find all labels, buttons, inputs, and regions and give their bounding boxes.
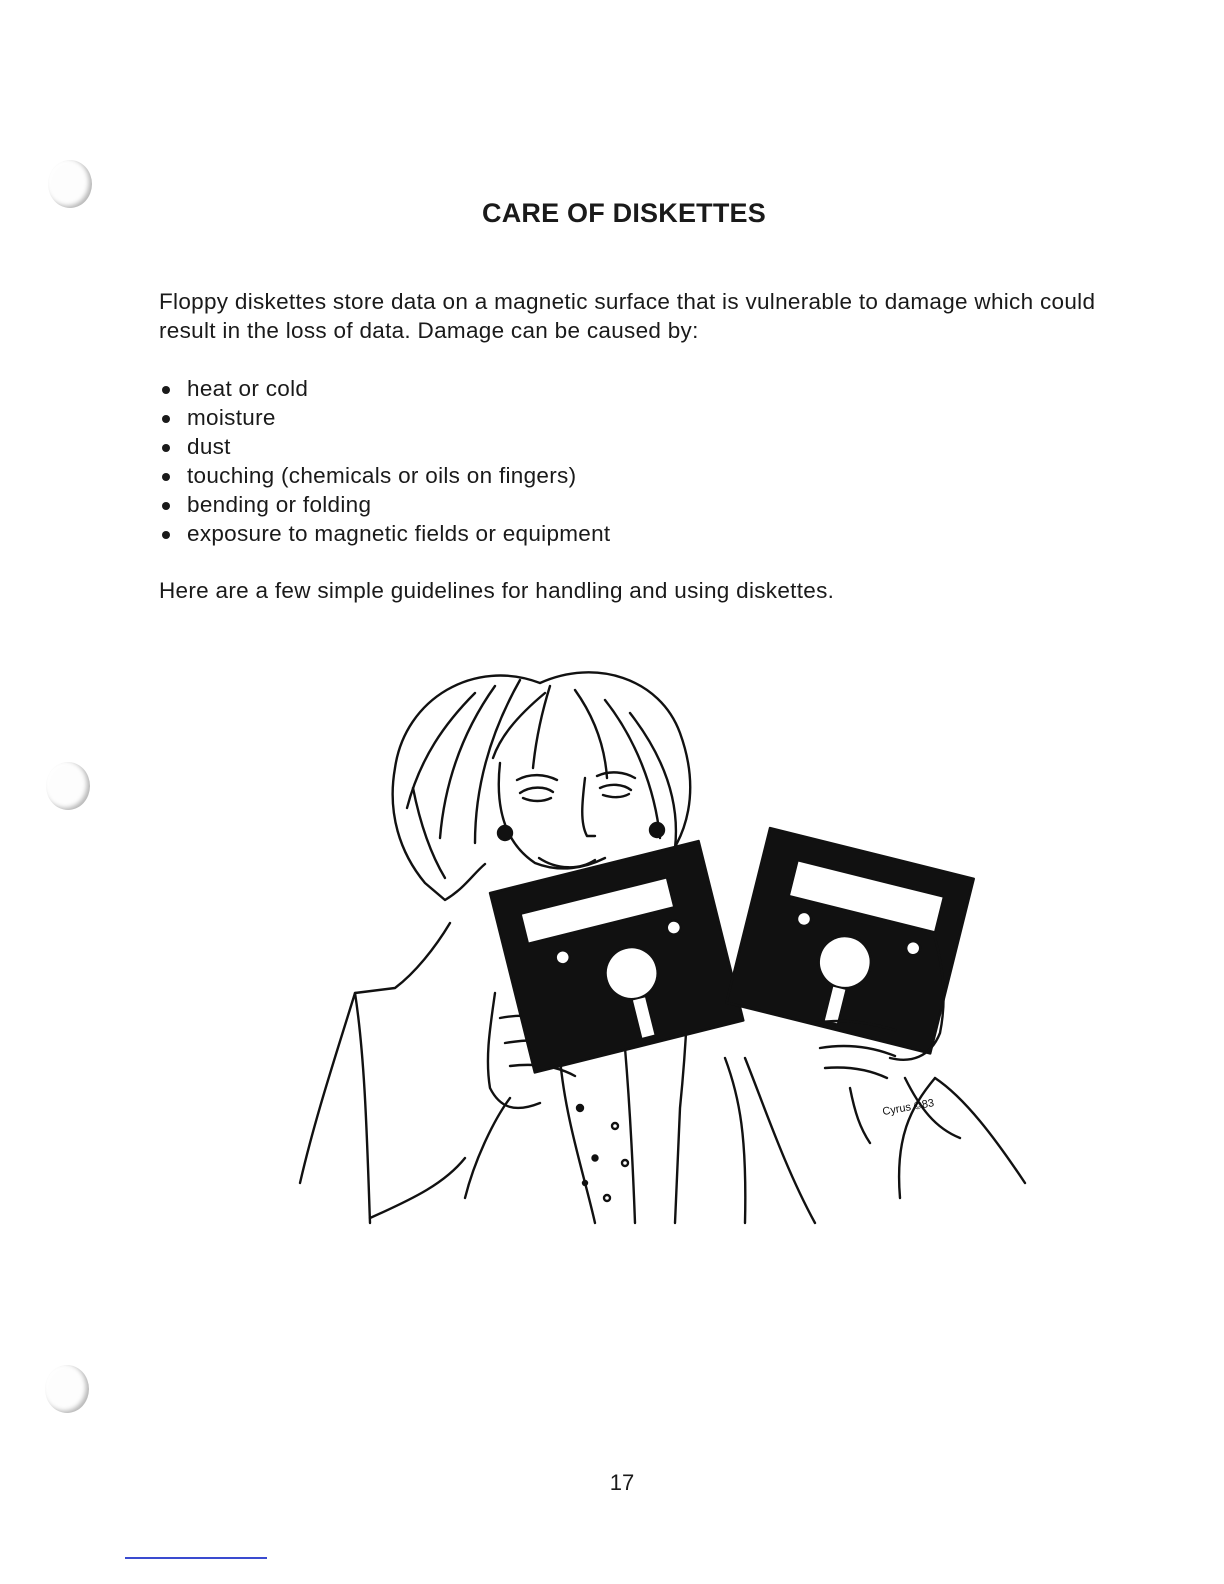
- woman-holding-diskettes-illustration: [295, 638, 1035, 1230]
- right-eye-icon: [600, 785, 631, 797]
- left-earring-icon: [498, 826, 512, 840]
- nose: [582, 778, 595, 836]
- guidelines-intro: Here are a few simple guidelines for handling and using diskettes.: [159, 578, 835, 603]
- left-diskette-icon: [490, 841, 743, 1073]
- list-item: dust: [159, 432, 610, 461]
- page-number: 17: [609, 1470, 635, 1495]
- list-item: moisture: [159, 403, 610, 432]
- artist-signature: Cyrus ©83: [881, 1097, 936, 1119]
- scan-artifact-line: [125, 1557, 267, 1559]
- right-earring-icon: [650, 823, 664, 837]
- left-eye-icon: [520, 788, 553, 801]
- page-title: CARE OF DISKETTES: [482, 198, 766, 228]
- binder-hole-bottom: [45, 1365, 89, 1413]
- list-item: heat or cold: [159, 374, 610, 403]
- list-item: touching (chemicals or oils on fingers): [159, 461, 610, 490]
- list-item: exposure to magnetic fields or equipment: [159, 519, 610, 548]
- damage-causes-list: [159, 374, 610, 548]
- binder-hole-middle: [46, 762, 90, 810]
- list-item: bending or folding: [159, 490, 610, 519]
- intro-paragraph: Floppy diskettes store data on a magnetic surface that is vulnerable to damage which could result in the loss of data. Damage can be caused by:: [159, 289, 1096, 343]
- jacket-outline: [300, 923, 450, 1183]
